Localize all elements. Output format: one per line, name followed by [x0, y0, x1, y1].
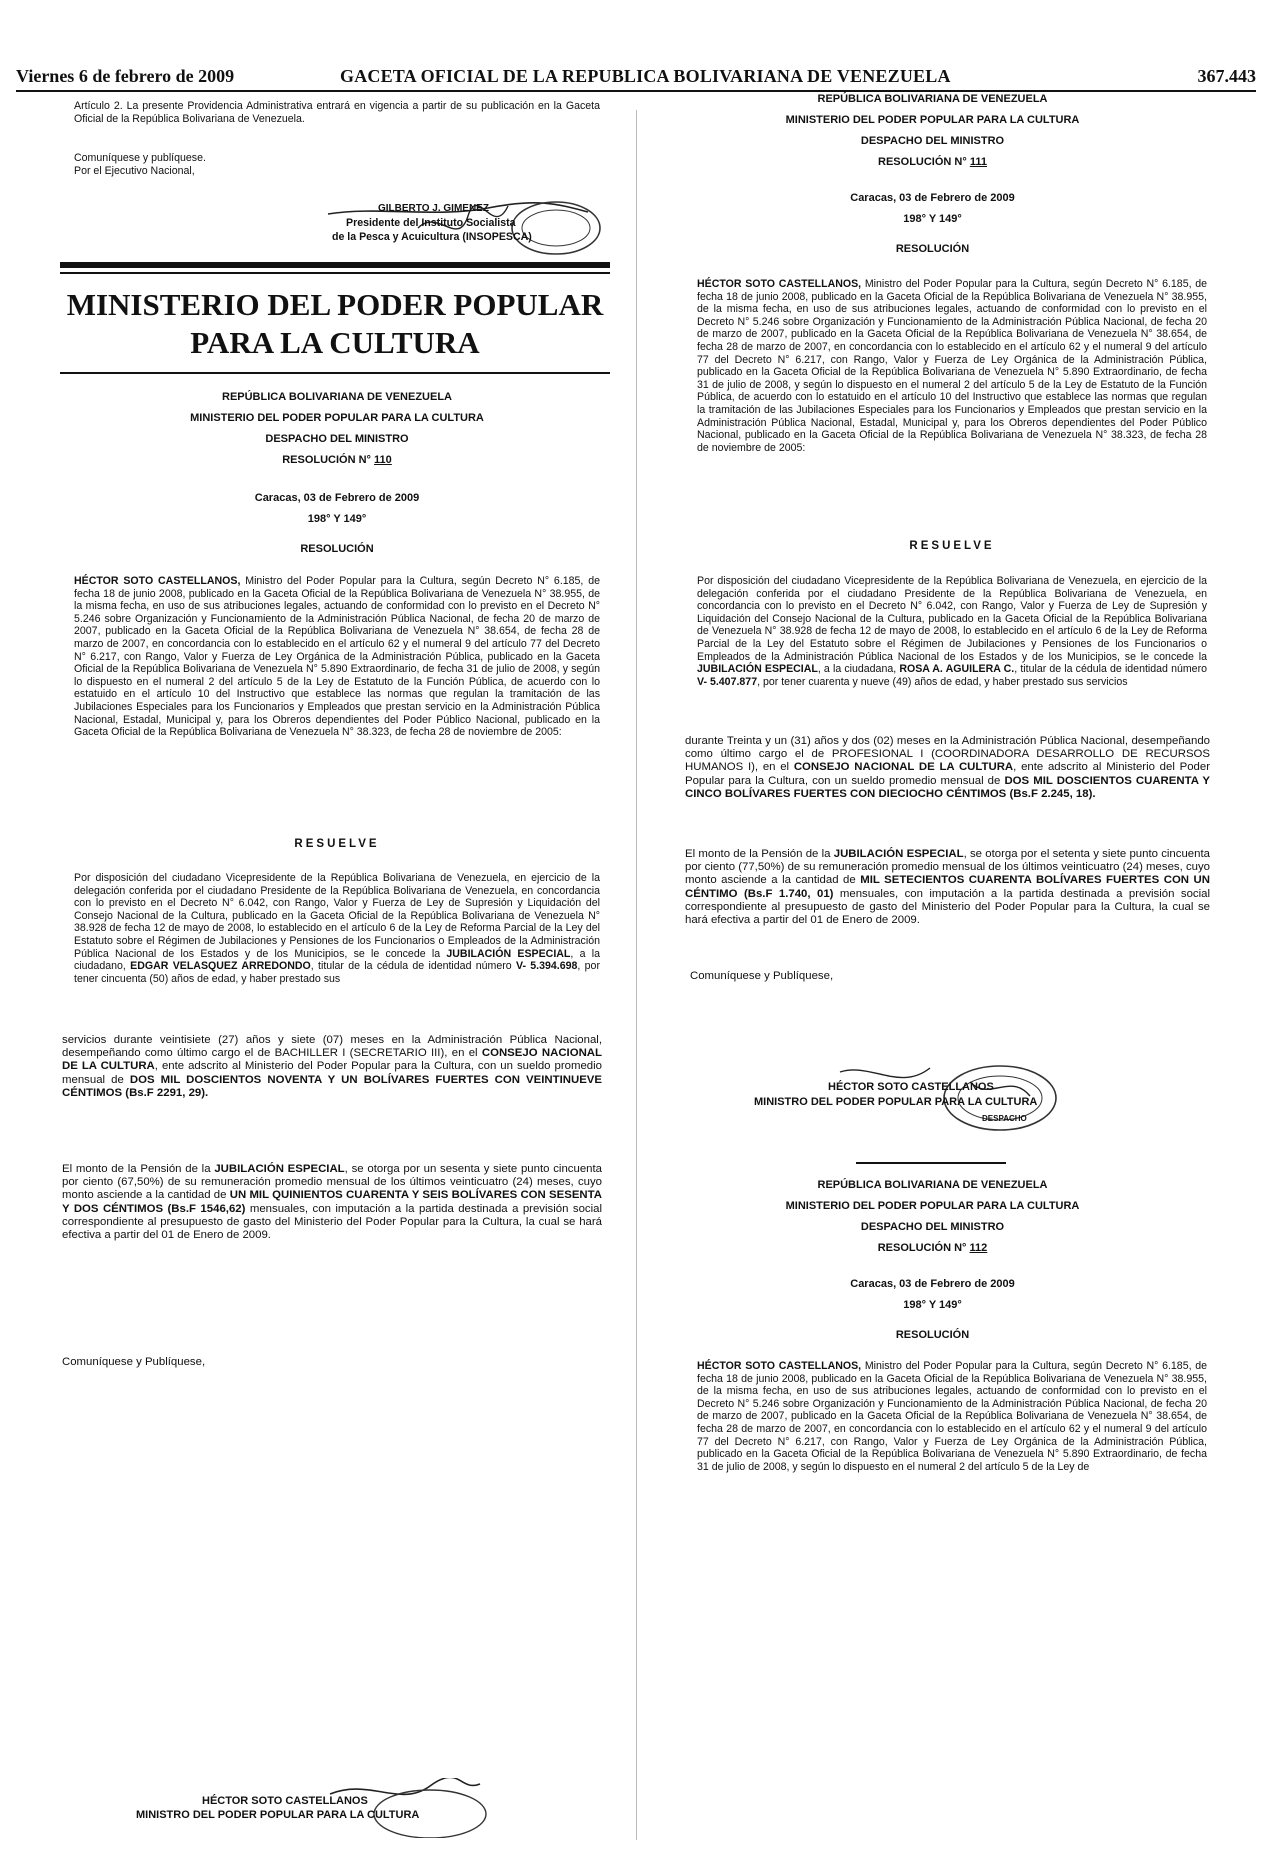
communique-end: Comuníquese y Publíquese, — [690, 970, 834, 982]
resuelve-heading: RESUELVE — [294, 838, 380, 850]
preamble: HÉCTOR SOTO CASTELLANOS, Ministro del Poder Popular para la Cultura, según Decreto N° 6.185, de fecha 18 de junio 2008, publicado en la Gaceta Oficial de la República Bolivariana de Venezuela N° 38.955, de la misma fecha, en uso de sus atribuciones legales, actuando de conformidad con lo previsto en el Decreto N° 5.246 sobre Organización y Funcionamiento de la Administración Pública Nacional, de fecha 20 de marzo de 2007, publicado en la Gaceta Oficial de la República Bolivariana de Venezuela N° 38.654, de fecha 28 de marzo de 2007, en concordancia con lo establecido en el artículo 62 y el numeral 9 del artículo 77 del Decreto N° 6.217, con Rango, Valor y Fuerza de Ley Orgánica de la Administración Pública, publicado en la Gaceta Oficial de la República Bolivariana de Venezuela N° 5.890 Extraordinario, de fecha 31 de julio de 2008, y según lo dispuesto en el numeral 2 del artículo 5 de la Ley de Estatuto de la Función Pública, de acuerdo con lo estatuido en el artículo 10 del Instructivo que establece las normas que regulan la tramitación de las Jubilaciones Especiales para los Funcionarios y Empleados que prestan servicio en la Administración Pública Nacional, Estadal, Municipal y, para los Obreros dependientes del Poder Público Nacional, publicado en la Gaceta Oficial de la República Bolivariana de Venezuela N° 38.323, de fecha 28 de noviembre de 2005: — [697, 278, 1207, 454]
resolution-body-a: Por disposición del ciudadano Vicepresidente de la República Bolivariana de Venezuela, en ejercicio de la delegación conferida por el ciudadano Presidente de la República Bolivariana de Venezuela, en concordancia con lo previsto en el Decreto N° 6.042, con Rango, Valor y Fuerza de Ley de Supresión y Liquidación del Consejo Nacional de la Cultura, publicado en la Gaceta Oficial de la República Bolivariana de Venezuela N° 38.928 de fecha 12 de mayo de 2008, lo establecido en el artículo 6 de la Ley de Reforma Parcial de la Ley del Estatuto sobre el Régimen de Jubilaciones y Pensiones de los Funcionarios o Empleados de la Administración Pública Nacional de los Estados y de los Municipios, se le concede la JUBILACIÓN ESPECIAL, a la ciudadano, EDGAR VELASQUEZ ARREDONDO, titular de la cédula de identidad número V- 5.394.698, por tener cincuenta (50) años de edad, y haber prestado sus — [74, 872, 601, 985]
communique-line-1: Comuníquese y publíquese. — [74, 152, 206, 164]
resolution-body-b: servicios durante veintisiete (27) años y siete (07) meses en la Administración Pública Nacional, desempeñando como último cargo el de BACHILLER I (SECRETARIO III), en el CONSEJO NACIONAL DE LA CULTURA, ente adscrito al Ministerio del Poder Popular para la Cultura, con un sueldo promedio mensual de DOS MIL DOSCIENTOS NOVENTA Y UN BOLÍVARES FUERTES CON VEINTINUEVE CÉNTIMOS (Bs.F 2291, 29). — [62, 1034, 602, 1099]
resuelve-heading: RESUELVE — [909, 540, 995, 552]
communique-block — [74, 152, 206, 177]
ministry-heading — [60, 286, 610, 362]
resolution-112-header — [660, 1178, 1205, 1342]
communique-end: Comuníquese y Publíquese, — [62, 1356, 206, 1368]
header-resolution-number: RESOLUCIÓN N° 112 — [877, 1242, 988, 1254]
beneficiary-id: V- 5.407.877 — [697, 675, 758, 688]
years: 198° Y 149° — [903, 1299, 962, 1311]
page-number: 367.443 — [1197, 66, 1256, 86]
header-republic: REPÚBLICA BOLIVARIANA DE VENEZUELA — [817, 93, 1048, 105]
resolution-111-header — [660, 92, 1205, 256]
header-despacho: DESPACHO DEL MINISTRO — [860, 135, 1005, 147]
header-republic: REPÚBLICA BOLIVARIANA DE VENEZUELA — [817, 1179, 1048, 1191]
stamp-label: DESPACHO — [982, 1114, 1027, 1123]
header-ministry: MINISTERIO DEL PODER POPULAR PARA LA CULTURA — [785, 1200, 1080, 1212]
resolution-number: 112 — [969, 1242, 988, 1254]
years: 198° Y 149° — [307, 513, 367, 525]
date-place: Caracas, 03 de Febrero de 2009 — [850, 192, 1015, 204]
preamble: HÉCTOR SOTO CASTELLANOS, Ministro del Poder Popular para la Cultura, según Decreto N° 6.185, de fecha 18 de junio 2008, publicado en la Gaceta Oficial de la República Bolivariana de Venezuela N° 38.955, de la misma fecha, en uso de sus atribuciones legales, actuando de conformidad con lo previsto en el Decreto N° 5.246 sobre Organización y Funcionamiento de la Administración Pública Nacional, de fecha 20 de marzo de 2007, publicado en la Gaceta Oficial de la República Bolivariana de Venezuela N° 38.654, de fecha 28 de marzo de 2007, en concordancia con lo establecido en el artículo 62 y el numeral 9 del artículo 77 del Decreto N° 6.217, con Rango, Valor y Fuerza de Ley Orgánica de la Administración Pública, publicado en la Gaceta Oficial de la República Bolivariana de Venezuela N° 5.890 Extraordinario, de fecha 31 de julio de 2008, y según lo dispuesto en el numeral 2 del artículo 5 de la Ley de Estatuto de la Función Pública, de acuerdo con lo estatuido en el artículo 10 del Instructivo que establece las normas que regulan la tramitación de las Jubilaciones Especiales para los Funcionarios y Empleados que prestan servicio en la Administración Pública Nacional, Estadal, Municipal y, para los Obreros dependientes del Poder Público Nacional, publicado en la Gaceta Oficial de la República Bolivariana de Venezuela N° 38.323, de fecha 28 de noviembre de 2005: — [74, 575, 600, 739]
pension-paragraph: El monto de la Pensión de la JUBILACIÓN ESPECIAL, se otorga por un sesenta y siete punto cincuenta por ciento (67,50%) de su remuneración promedio mensual de los últimos veinticuatro (24) meses, cuyo monto asciende a la cantidad de UN MIL QUINIENTOS CUARENTA Y SEIS BOLÍVARES CON SESENTA Y DOS CÉNTIMOS (Bs.F 1546,62) mensuales, con imputación a la partida destinada a previsión social correspondiente al presupuesto de gasto del Ministerio del Poder Popular para la Cultura, la cual se hará efectiva a partir del 01 de Enero de 2009. — [62, 1163, 602, 1242]
date-place: Caracas, 03 de Febrero de 2009 — [254, 492, 420, 504]
signature-insopesca — [318, 198, 608, 256]
resolution-110-header — [74, 390, 600, 556]
resolution-body-b: durante Treinta y un (31) años y dos (02) meses en la Administración Pública Nacional, desempeñando como último cargo el de PROFESIONAL I (COORDINADORA DESARROLLO DE RECURSOS HUMANOS I), en el CONSEJO NACIONAL DE LA CULTURA, ente adscrito al Ministerio del Poder Popular para la Cultura, con un sueldo promedio mensual de DOS MIL DOSCIENTOS CUARENTA Y CINCO BOLÍVARES FUERTES CON DIECIOCHO CÉNTIMOS (Bs.F 2.245, 18). — [685, 735, 1210, 800]
resolution-label: RESOLUCIÓN — [895, 1329, 970, 1341]
pension-paragraph: El monto de la Pensión de la JUBILACIÓN ESPECIAL, se otorga por el setenta y siete punto cincuenta por ciento (77,50%) de su remuneración promedio mensual de los últimos veinticuatro (24) meses, cuyo monto asciende a la cantidad de MIL SETECIENTOS CUARENTA BOLÍVARES FUERTES CON UN CÉNTIMO (Bs.F 1.740, 01) mensuales, con imputación a la partida destinada a previsión social correspondiente al presupuesto de gasto del Ministerio del Poder Popular para la Cultura, la cual se hará efectiva a partir del 01 de Enero de 2009. — [685, 848, 1210, 927]
section-rule-thin — [60, 272, 610, 274]
header-despacho: DESPACHO DEL MINISTRO — [265, 433, 409, 445]
preamble: HÉCTOR SOTO CASTELLANOS, Ministro del Poder Popular para la Cultura, según Decreto N° 6.185, de fecha 18 de junio 2008, publicado en la Gaceta Oficial de la República Bolivariana de Venezuela N° 38.955, de la misma fecha, en uso de sus atribuciones legales, actuando de conformidad con lo previsto en el Decreto N° 5.246 sobre Organización y Funcionamiento de la Administración Pública Nacional, de fecha 20 de marzo de 2007, publicado en la Gaceta Oficial de la República Bolivariana de Venezuela N° 38.654, de fecha 28 de marzo de 2007, en concordancia con lo establecido en el artículo 62 y el numeral 9 del artículo 77 del Decreto N° 6.217, con Rango, Valor y Fuerza de Ley Orgánica de la Administración Pública, publicado en la Gaceta Oficial de la República Bolivariana de Venezuela N° 5.890 Extraordinario, de fecha 31 de julio de 2008, y según lo dispuesto en el numeral 2 del artículo 5 de la Ley de — [697, 1360, 1207, 1473]
communique-line-2: Por el Ejecutivo Nacional, — [74, 164, 195, 177]
header-republic: REPÚBLICA BOLIVARIANA DE VENEZUELA — [222, 391, 452, 403]
masthead-date: Viernes 6 de febrero de 2009 — [16, 66, 235, 86]
masthead-title: GACETA OFICIAL DE LA REPUBLICA BOLIVARIANA DE VENEZUELA — [340, 66, 951, 86]
signer-title: MINISTRO DEL PODER POPULAR PARA LA CULTURA — [136, 1809, 420, 1821]
date-place: Caracas, 03 de Febrero de 2009 — [850, 1278, 1015, 1290]
signature-minister-right — [754, 1062, 1160, 1136]
ministry-heading-line-2: PARA LA CULTURA — [190, 325, 480, 360]
preamble-minister-name: HÉCTOR SOTO CASTELLANOS, — [697, 1360, 862, 1372]
salary-amount: DOS MIL DOSCIENTOS CUARENTA Y CINCO BOLÍVARES FUERTES CON DIECIOCHO CÉNTIMOS (Bs.F 2.245, 18). — [685, 774, 1210, 800]
signer-title-1: Presidente del Instituto Socialista — [346, 217, 516, 229]
separator-rule — [856, 1162, 1006, 1164]
header-resolution-number: RESOLUCIÓN N° 111 — [878, 156, 987, 168]
article-2: Artículo 2. La presente Providencia Administrativa entrará en vigencia a partir de su publicación en la Gaceta Oficial de la República Bolivariana de Venezuela. — [74, 100, 600, 125]
resolution-number: 110 — [374, 454, 392, 466]
resolution-body-a: Por disposición del ciudadano Vicepresidente de la República Bolivariana de Venezuela, en ejercicio de la delegación conferida por el ciudadano Presidente de la República Bolivariana de Venezuela, en concordancia con lo previsto en el Decreto N° 6.042, con Rango, Valor y Fuerza de Ley de Supresión y Liquidación del Consejo Nacional de la Cultura, publicado en la Gaceta Oficial de la República Bolivariana de Venezuela N° 38.928 de fecha 12 de mayo de 2008, lo establecido en el artículo 6 de la Ley de Reforma Parcial de la Ley del Estatuto sobre el Régimen de Jubilaciones y Pensiones de los Funcionarios o Empleados de la Administración Pública Nacional de los Estados y de los Municipios, se le concede la JUBILACIÓN ESPECIAL, a la ciudadana, ROSA A. AGUILERA C., titular de la cédula de identidad número V- 5.407.877, por tener cuarenta y nueve (49) años de edad, y haber prestado sus servicios — [697, 575, 1207, 688]
signature-minister-left — [130, 1778, 550, 1838]
resolution-number: 111 — [969, 156, 987, 168]
signer-title-2: de la Pesca y Acuicultura (INSOPESCA) — [332, 231, 532, 243]
resolution-label: RESOLUCIÓN — [895, 243, 970, 255]
header-ministry: MINISTERIO DEL PODER POPULAR PARA LA CULTURA — [785, 114, 1080, 126]
signer-name: HÉCTOR SOTO CASTELLANOS — [828, 1081, 994, 1093]
ministry-rule — [60, 372, 610, 374]
signer-name: GILBERTO J. GIMENEZ — [378, 203, 489, 214]
salary-amount: DOS MIL DOSCIENTOS NOVENTA Y UN BOLÍVARES FUERTES CON VEINTINUEVE CÉNTIMOS (Bs.F 2291, 29). — [62, 1073, 602, 1099]
masthead — [16, 66, 1256, 88]
pension-amount: MIL SETECIENTOS CUARENTA BOLÍVARES FUERTES CON UN CÉNTIMO (Bs.F 1.740, 01) — [685, 874, 1210, 900]
header-resolution-number: RESOLUCIÓN N° 110 — [282, 454, 392, 466]
preamble-minister-name: HÉCTOR SOTO CASTELLANOS, — [697, 278, 862, 290]
pension-amount: UN MIL QUINIENTOS CUARENTA Y SEIS BOLÍVARES CON SESENTA Y DOS CÉNTIMOS (Bs.F 1546,62) — [62, 1189, 602, 1215]
preamble-minister-name: HÉCTOR SOTO CASTELLANOS, — [74, 575, 241, 587]
signer-name: HÉCTOR SOTO CASTELLANOS — [202, 1795, 368, 1807]
resolution-label: RESOLUCIÓN — [300, 543, 374, 555]
beneficiary-id: V- 5.394.698 — [515, 960, 578, 973]
header-despacho: DESPACHO DEL MINISTRO — [860, 1221, 1005, 1233]
years: 198° Y 149° — [903, 213, 962, 225]
header-ministry: MINISTERIO DEL PODER POPULAR PARA LA CULTURA — [190, 412, 484, 424]
column-divider — [636, 110, 637, 1840]
ministry-heading-line-1: MINISTERIO DEL PODER POPULAR — [66, 287, 604, 322]
signer-title: MINISTRO DEL PODER POPULAR PARA LA CULTURA — [754, 1096, 1038, 1108]
beneficiary-name: EDGAR VELASQUEZ ARREDONDO — [130, 960, 311, 973]
beneficiary-name: ROSA A. AGUILERA C. — [899, 663, 1015, 676]
section-rule-thick — [60, 262, 610, 268]
